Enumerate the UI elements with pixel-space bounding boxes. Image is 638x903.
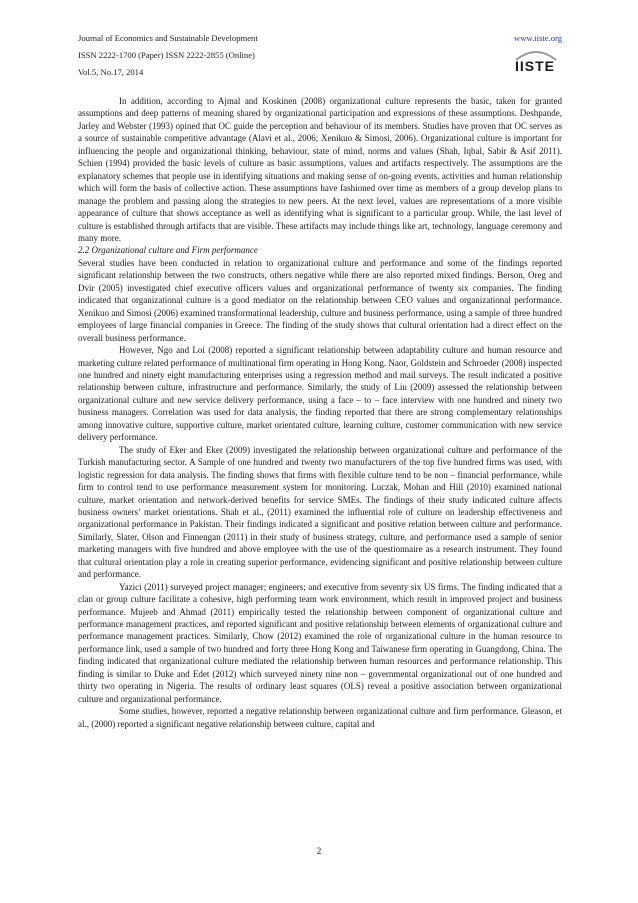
iiste-logo <box>512 46 560 74</box>
volume-line: Vol.5, No.17, 2014 <box>78 67 144 77</box>
paragraph: Several studies have been conducted in relation to organizational culture and performance and some of the findings reported significant relationship between the two constructs, others negative while there are also reported mixed findings. Berson, Oreg and Dvir (2005) investigated chief executive officers values and organizational performance of twenty six companies. The finding indicated that organizational culture is a good mediator on the relationship between CEO values and organizational performance. Xenikuo and Simosi (2006) examined transformational leadership, culture and business performance, using a sample of three hundred employees of large financial companies in Greece. The finding of the study shows that cultural orientation had a direct effect on the overall business performance. <box>78 257 562 343</box>
paragraph: However, Ngo and Loi (2008) reported a significant relationship between adaptability culture and human resource and marketing culture related performance of multinational firm operating in Hong Kong. Naor, Goldstein and Schroeder (2008) inspected one hundred and ninety eight manufacturing enterprises using a regression method and mail surveys. The result indicated a positive relationship between culture, infrastructure and performance. Similarly, the study of Liu (2009) assessed the relationship between organizational culture and new service delivery performance, using a face – to – face interview with one hundred and ninety two business managers. Correlation was used for data analysis, the finding reported that there are strong complementary relationships among innovative culture, supportive culture, market orientated culture, learning culture, customer communication with new service delivery performance. <box>78 345 562 443</box>
paragraph: The study of Eker and Eker (2009) investigated the relationship between organizational culture and performance of the Turkish manufacturing sector. A Sample of one hundred and twenty two manufacturers of the top five hundred firms was used, with logistic regression for data analysis. The finding shows that firms with flexible culture tend to be non – financial performance, while firm to control tend to use performance measurement system for monitoring. Luczak, Mohan and Hill (2010) examined national culture, market orientation and network-derived benefits for service SMEs. The findings of their study indicated culture affects business owners’ market orientations. Shah et al., (2011) examined the influential role of culture on leadership effectiveness and organizational performance in Pakistan. Their findings indicated a significant and positive relation between culture and performance. Similarly, Slater, Olson and Finnengan (2011) in their study of business strategy, culture, and performance used a sample of senior marketing managers with five hundred and above employee with the use of the questionnaire as a research instrument. They found that cultural orientation play a role in creating superior performance, evidencing significant and positive relationship between culture and performance. <box>78 444 562 580</box>
paragraph: In addition, according to Ajmal and Koskinen (2008) organizational culture represents the basic, taken for granted assumptions and deep patterns of meaning shared by organizational participation and expressions of these assumptions. Deshpande, Jarley and Webster (1993) opined that OC guide the perception and behaviour of its members. Studies have proven that OC serves as a source of sustainable competitive advantage (Alavi et al., 2006; Xenikuo & Simosi, 2006). Organizational culture is important for influencing the people and organizational thinking, behaviour, state of mind, norms and values (Shah, Iqbal, Sabir & Asif 2011). Schien (1994) provided the basic levels of culture as basic assumptions, values and artifacts respectively. The assumptions are the explanatory schemes that people use in identifying situations and making sense of on-going events, activities and human relationship which will form the basis of collective action. These assumptions have fashioned over time as members of a group develop plans to manage the problem and passing along the strategies to new peers. At the next level, values are representations of a more visible appearance of culture that shows acceptance as well as identifying what is significant to a particular group. While, the last level of culture is established through artifacts that are visible. These artifacts may include things like art, technology, language ceremony and many more. <box>78 96 562 243</box>
issn-line: ISSN 2222-1700 (Paper) ISSN 2222-2855 (Online) <box>78 50 255 60</box>
journal-title: Journal of Economics and Sustainable Development <box>78 33 258 43</box>
article-body <box>78 95 562 730</box>
page-number: 2 <box>316 846 322 856</box>
logo-text: IISTE <box>515 58 556 74</box>
section-heading: 2.2 Organizational culture and Firm performance <box>78 245 258 256</box>
paragraph: Some studies, however, reported a negative relationship between organizational culture and firm performance. Gleason, et al., (2000) reported a significant negative relationship between culture, capital and <box>78 706 562 729</box>
page-header <box>78 30 562 80</box>
paragraph: Yazici (2011) surveyed project manager; engineers; and executive from seventy six US firms. The finding indicated that a clan or group culture facilitate a cohesive, high performing team work environment, which result in improved project and business performance. Mujeeb and Ahmad (2011) empirically tested the relationship between component of organizational culture and performance management practices, and reported significant and positive relationship between elements of organizational culture and performance management practices. Similarly, Chow (2012) examined the role of organizational culture in the human resource to performance link, used a sample of two hundred and forty three Hong Kong and Taiwanese firm operating in Guangdong, China. The finding indicated that organizational culture mediated the relationship between human resources and performance relationship. This finding is similar to Duke and Edet (2012) which surveyed ninety nine non – governmental organizational out of one hundred and thirty two operating in Nigeria. The results of ordinary least squares (OLS) reveal a positive association between organizational culture and organizational performance. <box>78 581 562 704</box>
journal-url-link[interactable]: www.iiste.org <box>514 33 562 43</box>
